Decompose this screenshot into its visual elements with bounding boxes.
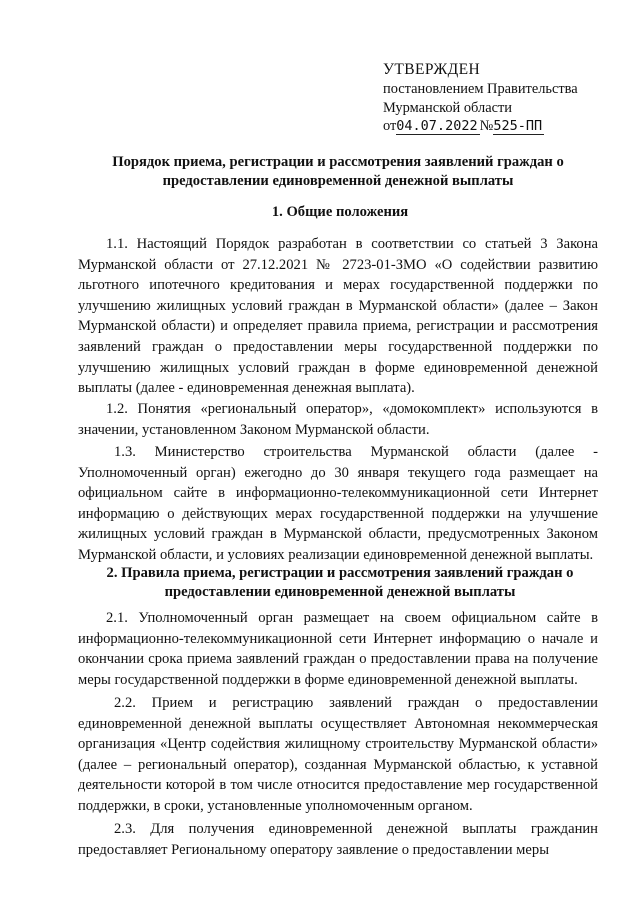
approval-date-line <box>383 117 633 136</box>
approval-date-prefix: от <box>383 118 397 134</box>
paragraph-1-1: 1.1. Настоящий Порядок разработан в соответствии со статьей 3 Закона Мурманской области от 27.12.2021 № 2723-01-ЗМО «О содействии развитию льготного ипотечного кредитования и мерах государственной поддержки по улучшению жилищных условий граждан в Мурманской области» (далее – Закон Мурманской области) и определяет правила приема, регистрации и рассмотрения заявлений граждан о предоставлении меры государственной поддержки по улучшению жилищных условий граждан в форме единовременной денежной выплаты (далее - единовременная денежная выплата). <box>78 236 598 397</box>
section-2-heading: 2. Правила приема, регистрации и рассмотрения заявлений граждан о предоставлении единовременной денежной выплаты <box>106 565 574 600</box>
paragraph-1-3: 1.3. Министерство строительства Мурманской области (далее - Уполномоченный орган) ежегодно до 30 января текущего года размещает на официальном сайте в информационно-телекоммуникационной сети Интернет информацию о действующих мерах государственной поддержки на улучшение жилищных условий граждан в Мурманской области, предусмотренных Законом Мурманской области, и условиях реализации единовременной денежной выплаты. <box>78 444 598 563</box>
document-title: Порядок приема, регистрации и рассмотрения заявлений граждан о предоставлении единовременной денежной выплаты <box>112 154 564 189</box>
approval-region-line: Мурманской области <box>383 99 512 116</box>
paragraph-2-2: 2.2. Прием и регистрацию заявлений граждан о предоставлении единовременной денежной выплаты осуществляет Автономная некоммерческая организация «Центр содействия жилищному строительству Мурманской области» (далее – региональный оператор), созданная Мурманской областью, к уставной деятельности которой в том числе относится предоставление мер государственной поддержки, в сроки, установленные уполномоченным органом. <box>78 695 598 814</box>
approval-stamp <box>383 60 633 136</box>
paragraph-2-3: 2.3. Для получения единовременной денежной выплаты гражданин предоставляет Региональному оператору заявление о предоставлении меры <box>78 821 598 858</box>
paragraph-2-1: 2.1. Уполномоченный орган размещает на своем официальном сайте в информационно-телекоммуникационной сети Интернет информацию о начале и окончании срока приема заявлений граждан о предоставлении права на получение меры государственной поддержки в форме единовременной денежной выплаты. <box>78 610 598 688</box>
approval-number-sign: № <box>479 118 494 134</box>
approval-issuer-line: постановлением Правительства <box>383 81 578 97</box>
approval-number: 525-ПП <box>493 118 543 134</box>
approval-title: УТВЕРЖДЕН <box>383 61 481 78</box>
approval-date: 04.07.2022 <box>396 118 478 134</box>
paragraph-1-2: 1.2. Понятия «региональный оператор», «домокомплект» используются в значении, установленном Законом Мурманской области. <box>78 401 598 438</box>
section-1-heading: 1. Общие положения <box>271 204 409 220</box>
